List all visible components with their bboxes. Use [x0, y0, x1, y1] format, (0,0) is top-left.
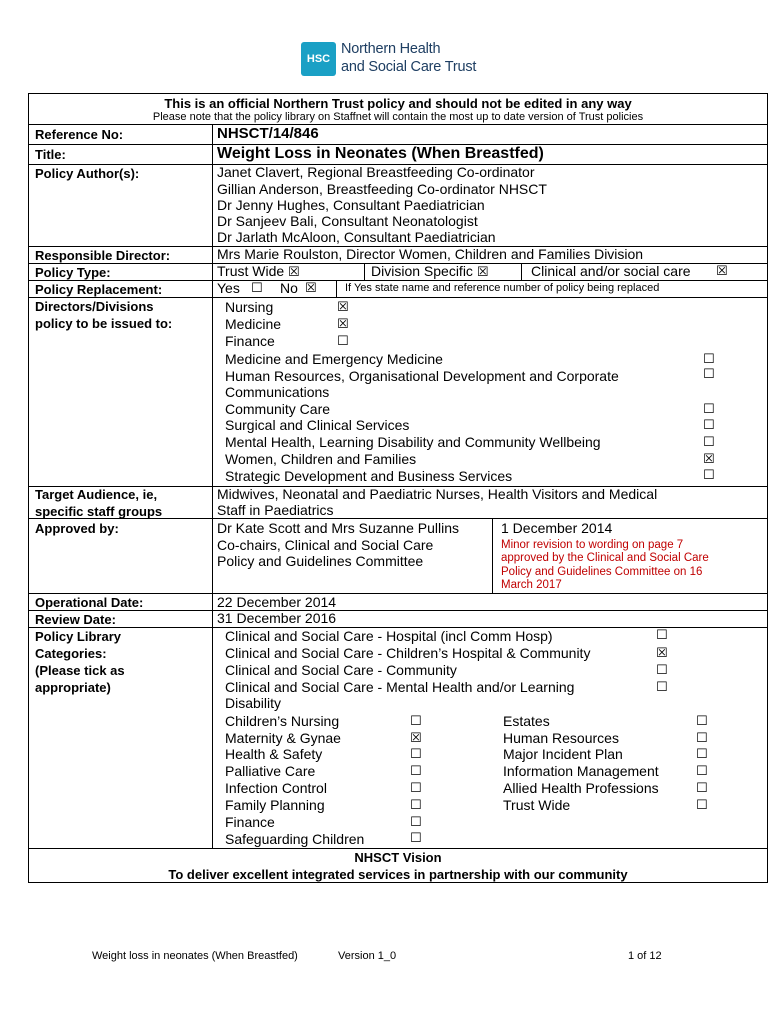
unchecked-box-icon[interactable]: ☐ — [703, 435, 715, 450]
reference-label: Reference No: — [35, 127, 124, 142]
checked-box-icon[interactable]: ☒ — [703, 452, 715, 467]
library-label: (Please tick as — [35, 663, 125, 678]
replacement-yes-label: Yes — [217, 280, 240, 296]
approved-by-line: Policy and Guidelines Committee — [217, 553, 424, 569]
library-category: Major Incident Plan — [503, 746, 623, 762]
replacement-note: If Yes state name and reference number of policy being replaced — [345, 282, 660, 294]
footer-page-number: 1 of 12 — [628, 950, 662, 962]
library-category: Clinical and Social Care - Children’s Hospital & Community — [225, 645, 591, 661]
library-category: Estates — [503, 713, 550, 729]
unchecked-box-icon[interactable]: ☐ — [410, 781, 422, 796]
unchecked-box-icon[interactable]: ☐ — [410, 714, 422, 729]
library-label: Policy Library — [35, 629, 121, 644]
audience-label-2: specific staff groups — [35, 504, 163, 519]
division-item: Communications — [225, 384, 330, 400]
approved-by-line: Co-chairs, Clinical and Social Care — [217, 537, 434, 553]
checked-box-icon[interactable]: ☒ — [288, 265, 300, 280]
official-policy-banner: This is an official Northern Trust policy and should not be edited in any way — [164, 96, 632, 111]
director-label: Responsible Director: — [35, 248, 171, 263]
logo-line-2: and Social Care Trust — [341, 59, 477, 75]
directors-label-2: policy to be issued to: — [35, 316, 173, 331]
library-category: Allied Health Professions — [503, 780, 659, 796]
footer-version: Version 1_0 — [338, 950, 397, 962]
library-category: Family Planning — [225, 797, 325, 813]
unchecked-box-icon[interactable]: ☐ — [251, 281, 263, 296]
library-category: Health & Safety — [225, 746, 323, 762]
unchecked-box-icon[interactable]: ☐ — [410, 831, 422, 846]
unchecked-box-icon[interactable]: ☐ — [410, 747, 422, 762]
clinical-option: Clinical and/or social care — [531, 263, 691, 279]
unchecked-box-icon[interactable]: ☐ — [656, 663, 668, 678]
author: Dr Jenny Hughes, Consultant Paediatrician — [217, 197, 485, 213]
audience-line-2: Staff in Paediatrics — [217, 502, 334, 518]
unchecked-box-icon[interactable]: ☐ — [696, 781, 708, 796]
library-category: Infection Control — [225, 780, 327, 796]
division-item: Nursing — [225, 299, 274, 315]
unchecked-box-icon[interactable]: ☐ — [703, 367, 715, 382]
vision-title: NHSCT Vision — [354, 850, 442, 865]
division-item: Women, Children and Families — [225, 451, 417, 467]
unchecked-box-icon[interactable]: ☐ — [410, 764, 422, 779]
division-item: Finance — [225, 333, 275, 349]
director-value: Mrs Marie Roulston, Director Women, Children and Families Division — [217, 246, 644, 262]
division-item: Medicine and Emergency Medicine — [225, 351, 443, 367]
division-item: Medicine — [225, 316, 282, 332]
library-category: Human Resources — [503, 730, 619, 746]
checked-box-icon[interactable]: ☒ — [305, 281, 317, 296]
checked-box-icon[interactable]: ☒ — [656, 646, 668, 661]
author: Janet Clavert, Regional Breastfeeding Co-ordinator — [217, 164, 535, 180]
unchecked-box-icon[interactable]: ☐ — [410, 798, 422, 813]
author: Dr Jarlath McAloon, Consultant Paediatrician — [217, 229, 496, 245]
revision-note: March 2017 — [501, 579, 562, 591]
unchecked-box-icon[interactable]: ☐ — [696, 731, 708, 746]
review-date: 31 December 2016 — [217, 610, 337, 626]
unchecked-box-icon[interactable]: ☐ — [696, 764, 708, 779]
vision-statement: To deliver excellent integrated services in partnership with our community — [168, 867, 628, 882]
unchecked-box-icon[interactable]: ☐ — [696, 747, 708, 762]
replacement-label: Policy Replacement: — [35, 282, 163, 297]
hsc-logo-badge: HSC — [301, 42, 336, 76]
trust-wide-label: Trust Wide — [217, 263, 285, 279]
approved-date: 1 December 2014 — [501, 520, 613, 536]
operational-label: Operational Date: — [35, 595, 144, 610]
unchecked-box-icon[interactable]: ☐ — [337, 334, 349, 349]
checked-box-icon[interactable]: ☒ — [716, 264, 728, 279]
staffnet-note: Please note that the policy library on Staffnet will contain the most up to date version of Trust policies — [152, 111, 644, 123]
author: Dr Sanjeev Bali, Consultant Neonatologist — [217, 213, 478, 229]
trust-wide-option — [217, 263, 300, 281]
division-item: Community Care — [225, 401, 331, 417]
division-item: Strategic Development and Business Services — [225, 468, 513, 484]
unchecked-box-icon[interactable]: ☐ — [696, 714, 708, 729]
directors-label-1: Directors/Divisions — [35, 299, 154, 314]
library-label: appropriate) — [35, 680, 111, 695]
checked-box-icon[interactable]: ☒ — [337, 317, 349, 332]
review-label: Review Date: — [35, 612, 116, 627]
unchecked-box-icon[interactable]: ☐ — [656, 628, 668, 643]
revision-note: Policy and Guidelines Committee on 16 — [501, 566, 703, 578]
unchecked-box-icon[interactable]: ☐ — [696, 798, 708, 813]
division-item: Surgical and Clinical Services — [225, 417, 410, 433]
library-category: Safeguarding Children — [225, 831, 365, 847]
reference-value: NHSCT/14/846 — [217, 125, 319, 142]
revision-note: Minor revision to wording on page 7 — [501, 539, 684, 551]
revision-note: approved by the Clinical and Social Care — [501, 552, 709, 564]
logo-line-1: Northern Health — [341, 41, 441, 57]
unchecked-box-icon[interactable]: ☐ — [703, 468, 715, 483]
audience-label-1: Target Audience, ie, — [35, 487, 158, 502]
audience-line-1: Midwives, Neonatal and Paediatric Nurses, Health Visitors and Medical — [217, 486, 658, 502]
title-label: Title: — [35, 147, 66, 162]
division-item: Mental Health, Learning Disability and Community Wellbeing — [225, 434, 601, 450]
library-category: Finance — [225, 814, 275, 830]
operational-date: 22 December 2014 — [217, 594, 337, 610]
library-category: Clinical and Social Care - Community — [225, 662, 457, 678]
division-specific-option — [371, 263, 488, 281]
library-category: Clinical and Social Care - Hospital (incl Comm Hosp) — [225, 628, 553, 644]
unchecked-box-icon[interactable]: ☐ — [656, 680, 668, 695]
approved-label: Approved by: — [35, 521, 119, 536]
library-label: Categories: — [35, 646, 107, 661]
authors-label: Policy Author(s): — [35, 166, 140, 181]
policy-type-label: Policy Type: — [35, 265, 111, 280]
library-category: Trust Wide — [503, 797, 571, 813]
unchecked-box-icon[interactable]: ☐ — [703, 352, 715, 367]
library-category: Maternity & Gynae — [225, 730, 341, 746]
library-category: Palliative Care — [225, 763, 316, 779]
unchecked-box-icon[interactable]: ☐ — [410, 815, 422, 830]
author: Gillian Anderson, Breastfeeding Co-ordinator NHSCT — [217, 181, 547, 197]
footer-title: Weight loss in neonates (When Breastfed) — [92, 950, 298, 962]
library-category: Information Management — [503, 763, 659, 779]
library-category: Clinical and Social Care - Mental Health and/or Learning — [225, 679, 575, 695]
division-specific-label: Division Specific — [371, 263, 473, 279]
checked-box-icon[interactable]: ☒ — [410, 731, 422, 746]
unchecked-box-icon[interactable]: ☐ — [703, 418, 715, 433]
checked-box-icon[interactable]: ☒ — [337, 300, 349, 315]
division-item: Human Resources, Organisational Development and Corporate — [225, 368, 619, 384]
checked-box-icon[interactable]: ☒ — [476, 265, 489, 280]
approved-by-line: Dr Kate Scott and Mrs Suzanne Pullins — [217, 520, 460, 536]
unchecked-box-icon[interactable]: ☐ — [703, 402, 715, 417]
hsc-logo — [301, 42, 476, 78]
policy-title: Weight Loss in Neonates (When Breastfed) — [217, 145, 544, 162]
library-category: Children’s Nursing — [225, 713, 340, 729]
replacement-no-label: No — [280, 280, 298, 296]
library-category: Disability — [225, 695, 282, 711]
